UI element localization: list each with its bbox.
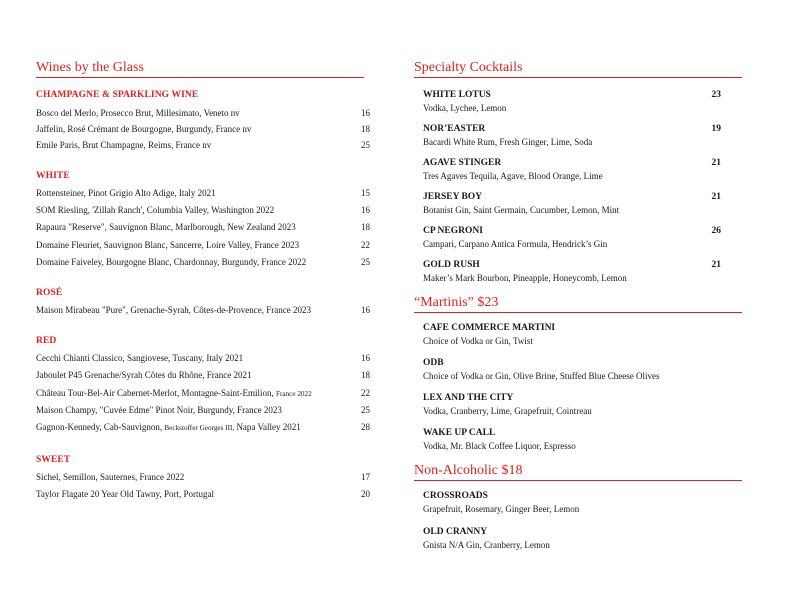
wine-price: 16 <box>361 108 370 118</box>
white-heading: WHITE <box>36 171 70 181</box>
cocktail-description: Vodka, Lychee, Lemon <box>423 103 507 113</box>
wine-price: 18 <box>361 370 370 380</box>
cocktail-description: Bacardi White Rum, Fresh Ginger, Lime, Soda <box>423 137 593 147</box>
wine-name <box>36 388 312 398</box>
wine-name: Domaine Fleuriet, Sauvignon Blanc, Sancerre, Loire Valley, France 2023 <box>36 240 300 250</box>
wine-price: 28 <box>361 422 370 432</box>
cocktail-name: NOR’EASTER <box>423 124 486 134</box>
martini-name: CAFE COMMERCE MARTINI <box>423 323 556 333</box>
wine-name: Maison Mirabeau "Pure", Grenache-Syrah, Côtes-de-Provence, France 2023 <box>36 305 312 315</box>
non-alcoholic-section-title: Non-Alcoholic $18 <box>414 463 742 481</box>
martini-name: WAKE UP CALL <box>423 428 496 438</box>
cocktail-price: 26 <box>711 226 721 236</box>
martinis-section-title: “Martinis” $23 <box>414 295 742 313</box>
wine-name: Rapaura "Reserve", Sauvignon Blanc, Marlborough, New Zealand 2023 <box>36 222 296 232</box>
red-heading: RED <box>36 336 57 346</box>
martini-description: Vodka, Cranberry, Lime, Grapefruit, Cointreau <box>423 406 592 416</box>
cocktail-description: Botanist Gin, Saint Germain, Cucumber, Lemon, Mint <box>423 205 620 215</box>
cocktail-price: 21 <box>711 192 721 202</box>
martini-name: ODB <box>423 358 444 368</box>
sweet-heading: SWEET <box>36 455 71 465</box>
wine-name: Sichel, Semillon, Sauternes, France 2022 <box>36 472 185 482</box>
wine-price: 25 <box>361 405 370 415</box>
wine-name-tail: Napa Valley 2021 <box>236 422 301 432</box>
wine-price: 17 <box>361 472 370 482</box>
cocktail-name: JERSEY BOY <box>423 192 483 202</box>
wine-price: 16 <box>361 205 370 215</box>
wine-name <box>36 422 301 432</box>
wine-name-small: Beckstoffer Georges III, <box>164 424 235 432</box>
wine-name: Taylor Flagate 20 Year Old Tawny, Port, Portugal <box>36 489 214 499</box>
wine-price: 18 <box>361 222 370 232</box>
wine-name: SOM Riesling, 'Zillah Ranch', Columbia Valley, Washington 2022 <box>36 205 275 215</box>
cocktail-price: 21 <box>711 260 721 270</box>
wine-name: Cecchi Chianti Classico, Sangiovese, Tuscany, Italy 2021 <box>36 353 244 363</box>
wine-price: 22 <box>361 388 370 398</box>
non-alcoholic-description: Grapefruit, Rosemary, Ginger Beer, Lemon <box>423 504 580 514</box>
cocktail-description: Maker’s Mark Bourbon, Pineapple, Honeycomb, Lemon <box>423 273 627 283</box>
martini-description: Vodka, Mr. Black Coffee Liquor, Espresso <box>423 441 576 451</box>
non-alcoholic-name: OLD CRANNY <box>423 527 488 537</box>
wine-name: Maison Champy, "Cuvée Edme" Pinot Noir, Burgundy, France 2023 <box>36 405 282 415</box>
cocktail-name: WHITE LOTUS <box>423 90 491 100</box>
wine-price: 18 <box>361 124 370 134</box>
specialty-section-title: Specialty Cocktails <box>414 60 742 78</box>
cocktail-price: 21 <box>711 158 721 168</box>
martini-description: Choice of Vodka or Gin, Olive Brine, Stuffed Blue Cheese Olives <box>423 371 660 381</box>
wine-name: Jaffelin, Rosé Crémant de Bourgogne, Burgundy, France nv <box>36 124 252 134</box>
cocktail-name: CP NEGRONI <box>423 226 483 236</box>
wine-price: 16 <box>361 353 370 363</box>
cocktail-name: AGAVE STINGER <box>423 158 502 168</box>
wine-name-small: France 2022 <box>275 390 312 398</box>
cocktail-description: Tres Agaves Tequila, Agave, Blood Orange, Lime <box>423 171 603 181</box>
non-alcoholic-name: CROSSROADS <box>423 491 488 501</box>
wine-price: 15 <box>361 188 370 198</box>
cocktail-price: 19 <box>711 124 721 134</box>
wine-price: 20 <box>361 489 370 499</box>
wines-section-title: Wines by the Glass <box>36 60 364 78</box>
wine-name-main: Gagnon-Kennedy, Cab-Sauvignon, <box>36 422 163 432</box>
wine-name-main: Château Tour-Bel-Air Cabernet-Merlot, Montagne-Saint-Emilion, <box>36 388 274 398</box>
wine-name: Bosco del Merlo, Prosecco Brut, Millesimato, Veneto nv <box>36 108 240 118</box>
sparkling-heading: CHAMPAGNE & SPARKLING WINE <box>36 90 199 100</box>
non-alcoholic-description: Gnista N/A Gin, Cranberry, Lemon <box>423 540 550 550</box>
wine-name: Jaboulet P45 Grenache/Syrah Côtes du Rhône, France 2021 <box>36 370 252 380</box>
wine-price: 25 <box>361 257 370 267</box>
rose-heading: ROSÉ <box>36 288 63 298</box>
wine-name: Emile Paris, Brut Champagne, Reims, France nv <box>36 140 212 150</box>
wine-price: 16 <box>361 305 370 315</box>
wine-price: 25 <box>361 140 370 150</box>
wine-name: Domaine Faiveley, Bourgogne Blanc, Chardonnay, Burgundy, France 2022 <box>36 257 307 267</box>
cocktail-name: GOLD RUSH <box>423 260 480 270</box>
wine-name: Rottensteiner, Pinot Grigio Alto Adige, Italy 2021 <box>36 188 216 198</box>
wine-price: 22 <box>361 240 370 250</box>
cocktail-price: 23 <box>711 90 721 100</box>
martini-name: LEX AND THE CITY <box>423 393 514 403</box>
cocktail-description: Campari, Carpano Antica Formula, Hendrick’s Gin <box>423 239 608 249</box>
martini-description: Choice of Vodka or Gin, Twist <box>423 336 533 346</box>
